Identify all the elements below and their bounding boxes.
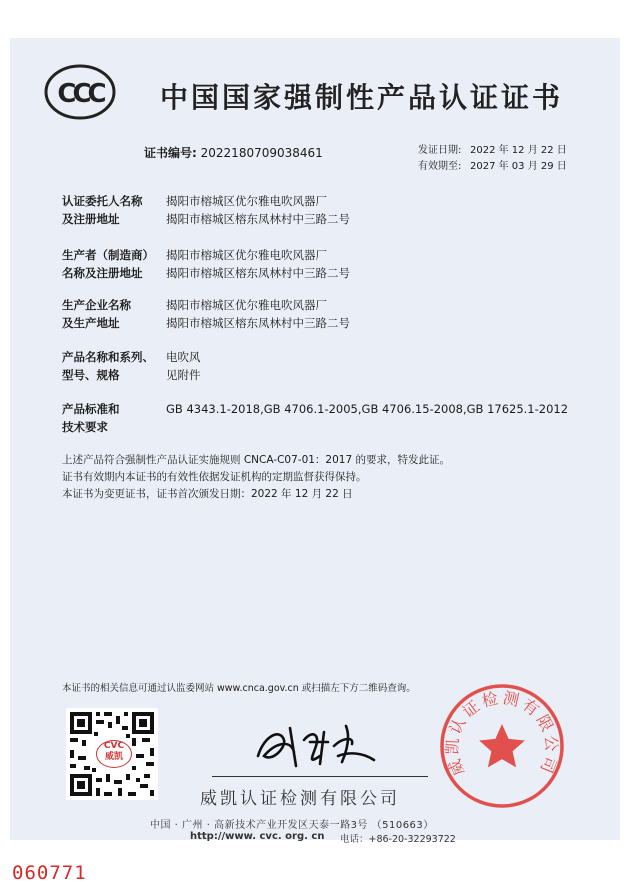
info-note: 本证书的相关信息可通过认监委网站 www.cnca.gov.cn 或扫描左下方二维码查询。 <box>62 683 416 694</box>
cvc-badge <box>96 740 132 768</box>
serial-number: 060771 <box>12 862 87 884</box>
field-value: 见附件 <box>166 368 201 382</box>
expiry-date-label: 有效期至: <box>418 161 462 172</box>
field-label: 技术要求 <box>62 420 108 434</box>
issuer-name: 威凯认证检测有限公司 <box>200 789 400 809</box>
field-label: 产品名称和系列、 <box>62 350 154 364</box>
issue-date-label: 发证日期: <box>418 145 462 156</box>
field-value: 揭阳市榕城区优尔雅电吹风器厂 <box>166 248 327 262</box>
red-star-seal-icon <box>438 682 566 810</box>
field-value: 揭阳市榕城区榕东凤林村中三路二号 <box>166 316 350 330</box>
statement-line: 本证书为变更证书，证书首次颁发日期：2022 年 12 月 22 日 <box>62 488 353 500</box>
certificate-dates <box>418 143 567 175</box>
statement-line: 证书有效期内本证书的有效性依据发证机构的定期监督获得保持。 <box>62 471 367 483</box>
issue-date-value: 2022 年 12 月 22 日 <box>470 145 567 156</box>
certificate-number-label: 证书编号: <box>144 146 197 160</box>
field-value: 揭阳市榕城区榕东凤林村中三路二号 <box>166 212 350 226</box>
field-value: 揭阳市榕城区优尔雅电吹风器厂 <box>166 194 327 208</box>
certificate-number <box>144 144 323 161</box>
statement-line: 上述产品符合强制性产品认证实施规则 CNCA-C07-01：2017 的要求，特发此证。 <box>62 454 450 466</box>
ccc-mark-icon <box>44 64 116 120</box>
issuer-address: 中国 · 广州 · 高新技术产业开发区天泰一路3号 （510663） <box>150 820 434 831</box>
field-label: 认证委托人名称 <box>62 194 143 208</box>
field-label: 生产者（制造商） <box>62 248 154 262</box>
field-label: 名称及注册地址 <box>62 266 143 280</box>
cvc-badge-bottom: 威凯 <box>104 752 123 762</box>
logo-text: CCC <box>57 79 103 109</box>
document-title: 中国国家强制性产品认证证书 <box>160 81 564 114</box>
field-label: 产品标准和 <box>62 402 120 416</box>
expiry-date-value: 2027 年 03 月 29 日 <box>470 161 567 172</box>
field-value: 电吹风 <box>166 350 201 364</box>
field-value: GB 4343.1-2018,GB 4706.1-2005,GB 4706.15-2008,GB 17625.1-2012 <box>166 402 569 416</box>
field-label: 型号、规格 <box>62 368 120 382</box>
seal-text: 威凯认证检测有限公司 <box>442 688 562 779</box>
issuer-website[interactable]: http://www. cvc. org. cn <box>190 831 325 842</box>
certificate-number-value: 2022180709038461 <box>200 146 323 160</box>
field-label: 及注册地址 <box>62 212 120 226</box>
field-label: 及生产地址 <box>62 316 120 330</box>
field-label: 生产企业名称 <box>62 298 131 312</box>
signature-line <box>212 776 428 777</box>
certificate-statements <box>62 452 450 503</box>
issuer-phone: 电话：+86-20-32293722 <box>340 834 456 845</box>
signature-icon <box>250 712 380 776</box>
cvc-badge-top: CVC <box>103 741 125 751</box>
field-value: 揭阳市榕城区优尔雅电吹风器厂 <box>166 298 327 312</box>
field-value: 揭阳市榕城区榕东凤林村中三路二号 <box>166 266 350 280</box>
